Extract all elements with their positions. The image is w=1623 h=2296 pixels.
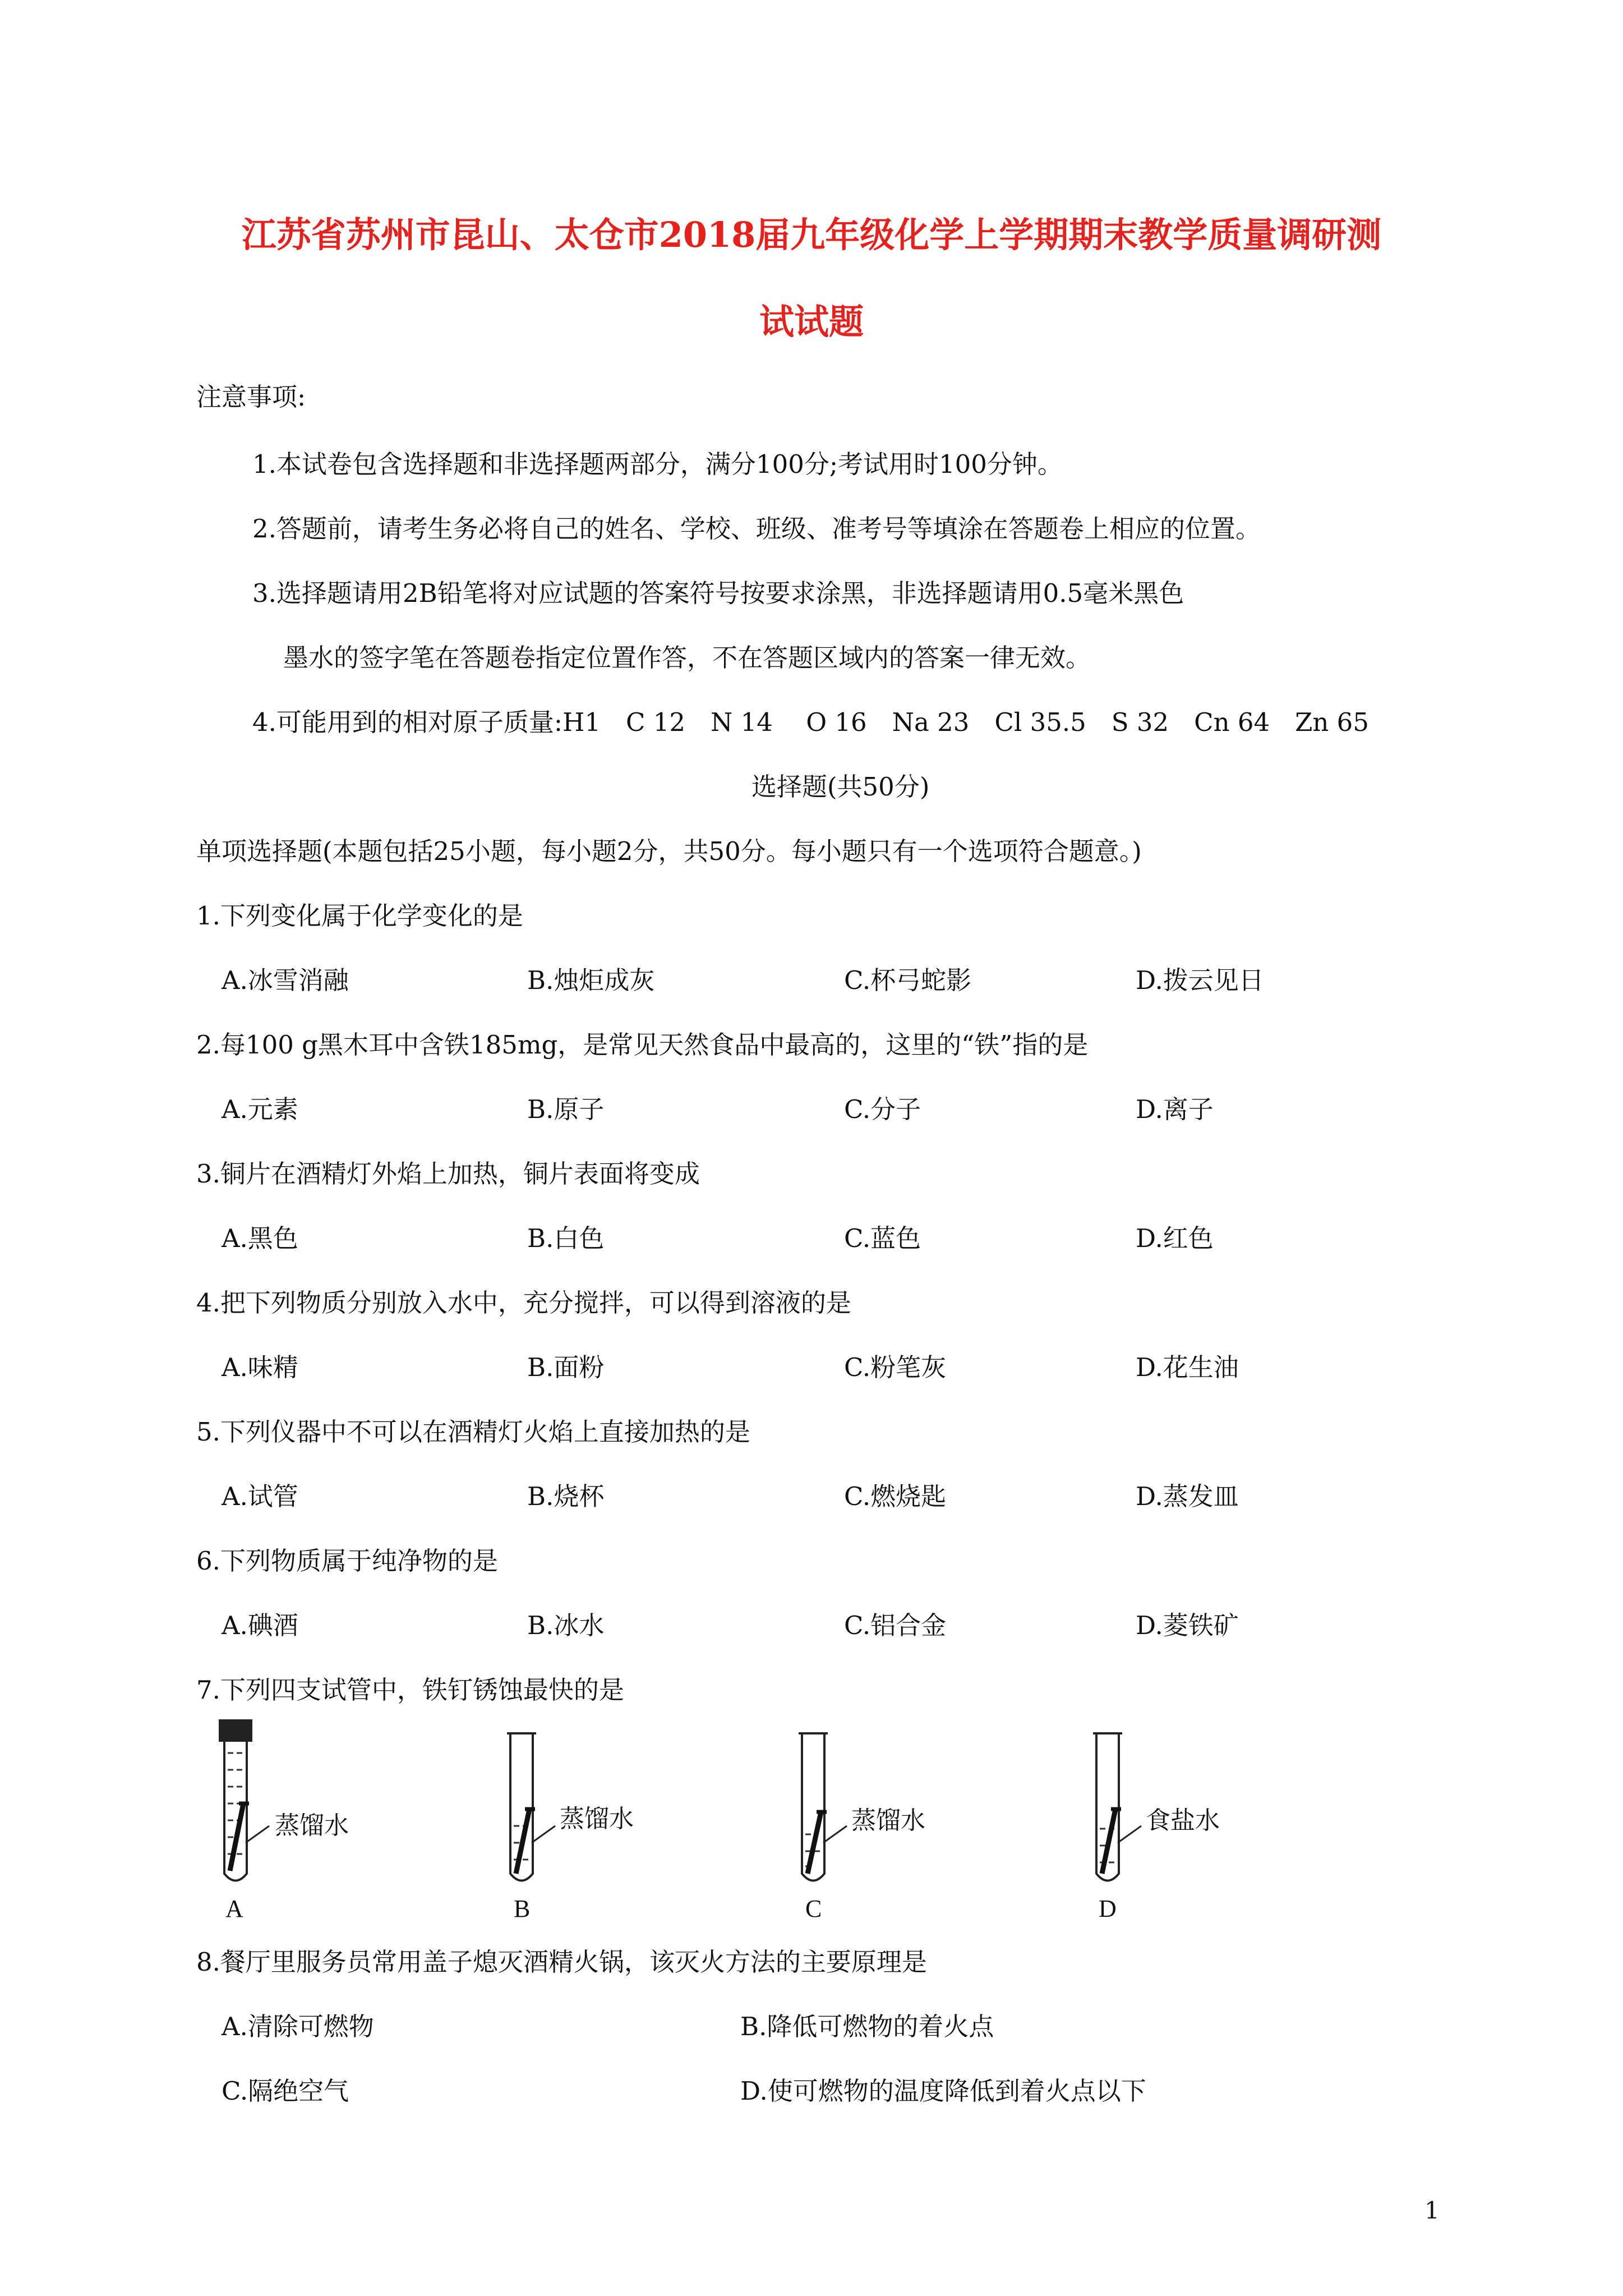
section-intro: 单项选择题(本题包括25小题，每小题2分，共50分。每小题只有一个选项符合题意。) [196,836,1142,866]
notes-heading: 注意事项: [196,382,306,412]
question-8-stem: 8.餐厅里服务员常用盖子熄灭酒精火锅，该灭火方法的主要原理是 [196,1947,927,1977]
question-6-option-c[interactable]: C.铝合金 [844,1611,947,1640]
question-8-option-d[interactable]: D.使可燃物的温度降低到着火点以下 [740,2076,1146,2106]
question-3-option-c[interactable]: C.蓝色 [844,1223,921,1253]
question-5-option-c[interactable]: C.燃烧匙 [844,1481,947,1511]
question-2-option-d[interactable]: D.离子 [1136,1094,1214,1124]
question-8-option-c[interactable]: C.隔绝空气 [222,2076,349,2106]
question-6-option-d[interactable]: D.菱铁矿 [1136,1611,1239,1640]
question-3-option-d[interactable]: D.红色 [1136,1223,1214,1253]
tube-c-letter: C [805,1895,822,1922]
test-tube-d[interactable] [1080,1714,1394,1927]
question-7-stem: 7.下列四支试管中，铁钉锈蚀最快的是 [196,1675,624,1705]
test-tube-a[interactable] [202,1714,516,1927]
tube-d-label: 食盐水 [1146,1806,1220,1835]
question-1-option-c[interactable]: C.杯弓蛇影 [844,965,972,995]
note-item-2: 2.答题前，请考生务必将自己的姓名、学校、班级、准考号等填涂在答题卷上相应的位置。 [252,514,1261,544]
question-1-stem: 1.下列变化属于化学变化的是 [196,901,523,931]
test-tube-c[interactable] [785,1714,1099,1927]
note-item-4: 4.可能用到的相对原子质量:H1 C 12 N 14 O 16 Na 23 Cl 35.5 S 32 Cn 64 Zn 65 [252,707,1369,737]
question-5-option-a[interactable]: A.试管 [222,1481,298,1511]
question-1-option-a[interactable]: A.冰雪消融 [222,965,349,995]
question-5-stem: 5.下列仪器中不可以在酒精灯火焰上直接加热的是 [196,1417,750,1447]
question-6-stem: 6.下列物质属于纯净物的是 [196,1546,498,1576]
question-5-option-d[interactable]: D.蒸发皿 [1136,1481,1239,1511]
question-8-option-a[interactable]: A.清除可燃物 [222,2012,374,2041]
question-4-option-a[interactable]: A.味精 [222,1352,298,1382]
question-6-option-b[interactable]: B.冰水 [527,1611,605,1640]
question-6-option-a[interactable]: A.碘酒 [222,1611,298,1640]
question-1-option-b[interactable]: B.烛炬成灰 [527,965,655,995]
note-item-3: 3.选择题请用2B铅笔将对应试题的答案符号按要求涂黑，非选择题请用0.5毫米黑色 [252,578,1184,608]
question-4-stem: 4.把下列物质分别放入水中，充分搅拌，可以得到溶液的是 [196,1288,851,1318]
question-3-stem: 3.铜片在酒精灯外焰上加热，铜片表面将变成 [196,1159,700,1189]
question-3-option-a[interactable]: A.黑色 [222,1223,298,1253]
note-item-3-cont: 墨水的签字笔在答题卷指定位置作答，不在答题区域内的答案一律无效。 [283,643,1091,673]
question-4-option-b[interactable]: B.面粉 [527,1352,605,1382]
question-8-option-b[interactable]: B.降低可燃物的着火点 [740,2012,994,2041]
section-title: 选择题(共50分) [751,772,930,802]
note-item-1: 1.本试卷包含选择题和非选择题两部分，满分100分;考试用时100分钟。 [252,449,1063,479]
tube-d-letter: D [1099,1895,1117,1922]
tube-a-letter: A [225,1895,243,1922]
question-2-option-a[interactable]: A.元素 [222,1094,298,1124]
test-tube-a-drawing [202,1714,348,1899]
tube-b-label: 蒸馏水 [560,1805,634,1833]
tube-c-label: 蒸馏水 [851,1806,925,1835]
title-line-1: 江苏省苏州市昆山、太仓市2018届九年级化学上学期期末教学质量调研测 [241,214,1382,255]
question-2-option-c[interactable]: C.分子 [844,1094,921,1124]
question-5-option-b[interactable]: B.烧杯 [527,1481,605,1511]
page-number: 1 [1424,2197,1440,2224]
question-2-stem: 2.每100 g黑木耳中含铁185mg，是常见天然食品中最高的，这里的“铁”指的是 [196,1030,1089,1060]
question-3-option-b[interactable]: B.白色 [527,1223,605,1253]
question-4-option-c[interactable]: C.粉笔灰 [844,1352,947,1382]
question-1-option-d[interactable]: D.拨云见日 [1136,965,1264,995]
question-2-option-b[interactable]: B.原子 [527,1094,605,1124]
tube-a-label: 蒸馏水 [275,1811,349,1840]
question-4-option-d[interactable]: D.花生油 [1136,1352,1239,1382]
tube-b-letter: B [514,1895,531,1922]
test-tube-b[interactable] [494,1714,808,1927]
title-line-2: 试试题 [759,301,864,342]
